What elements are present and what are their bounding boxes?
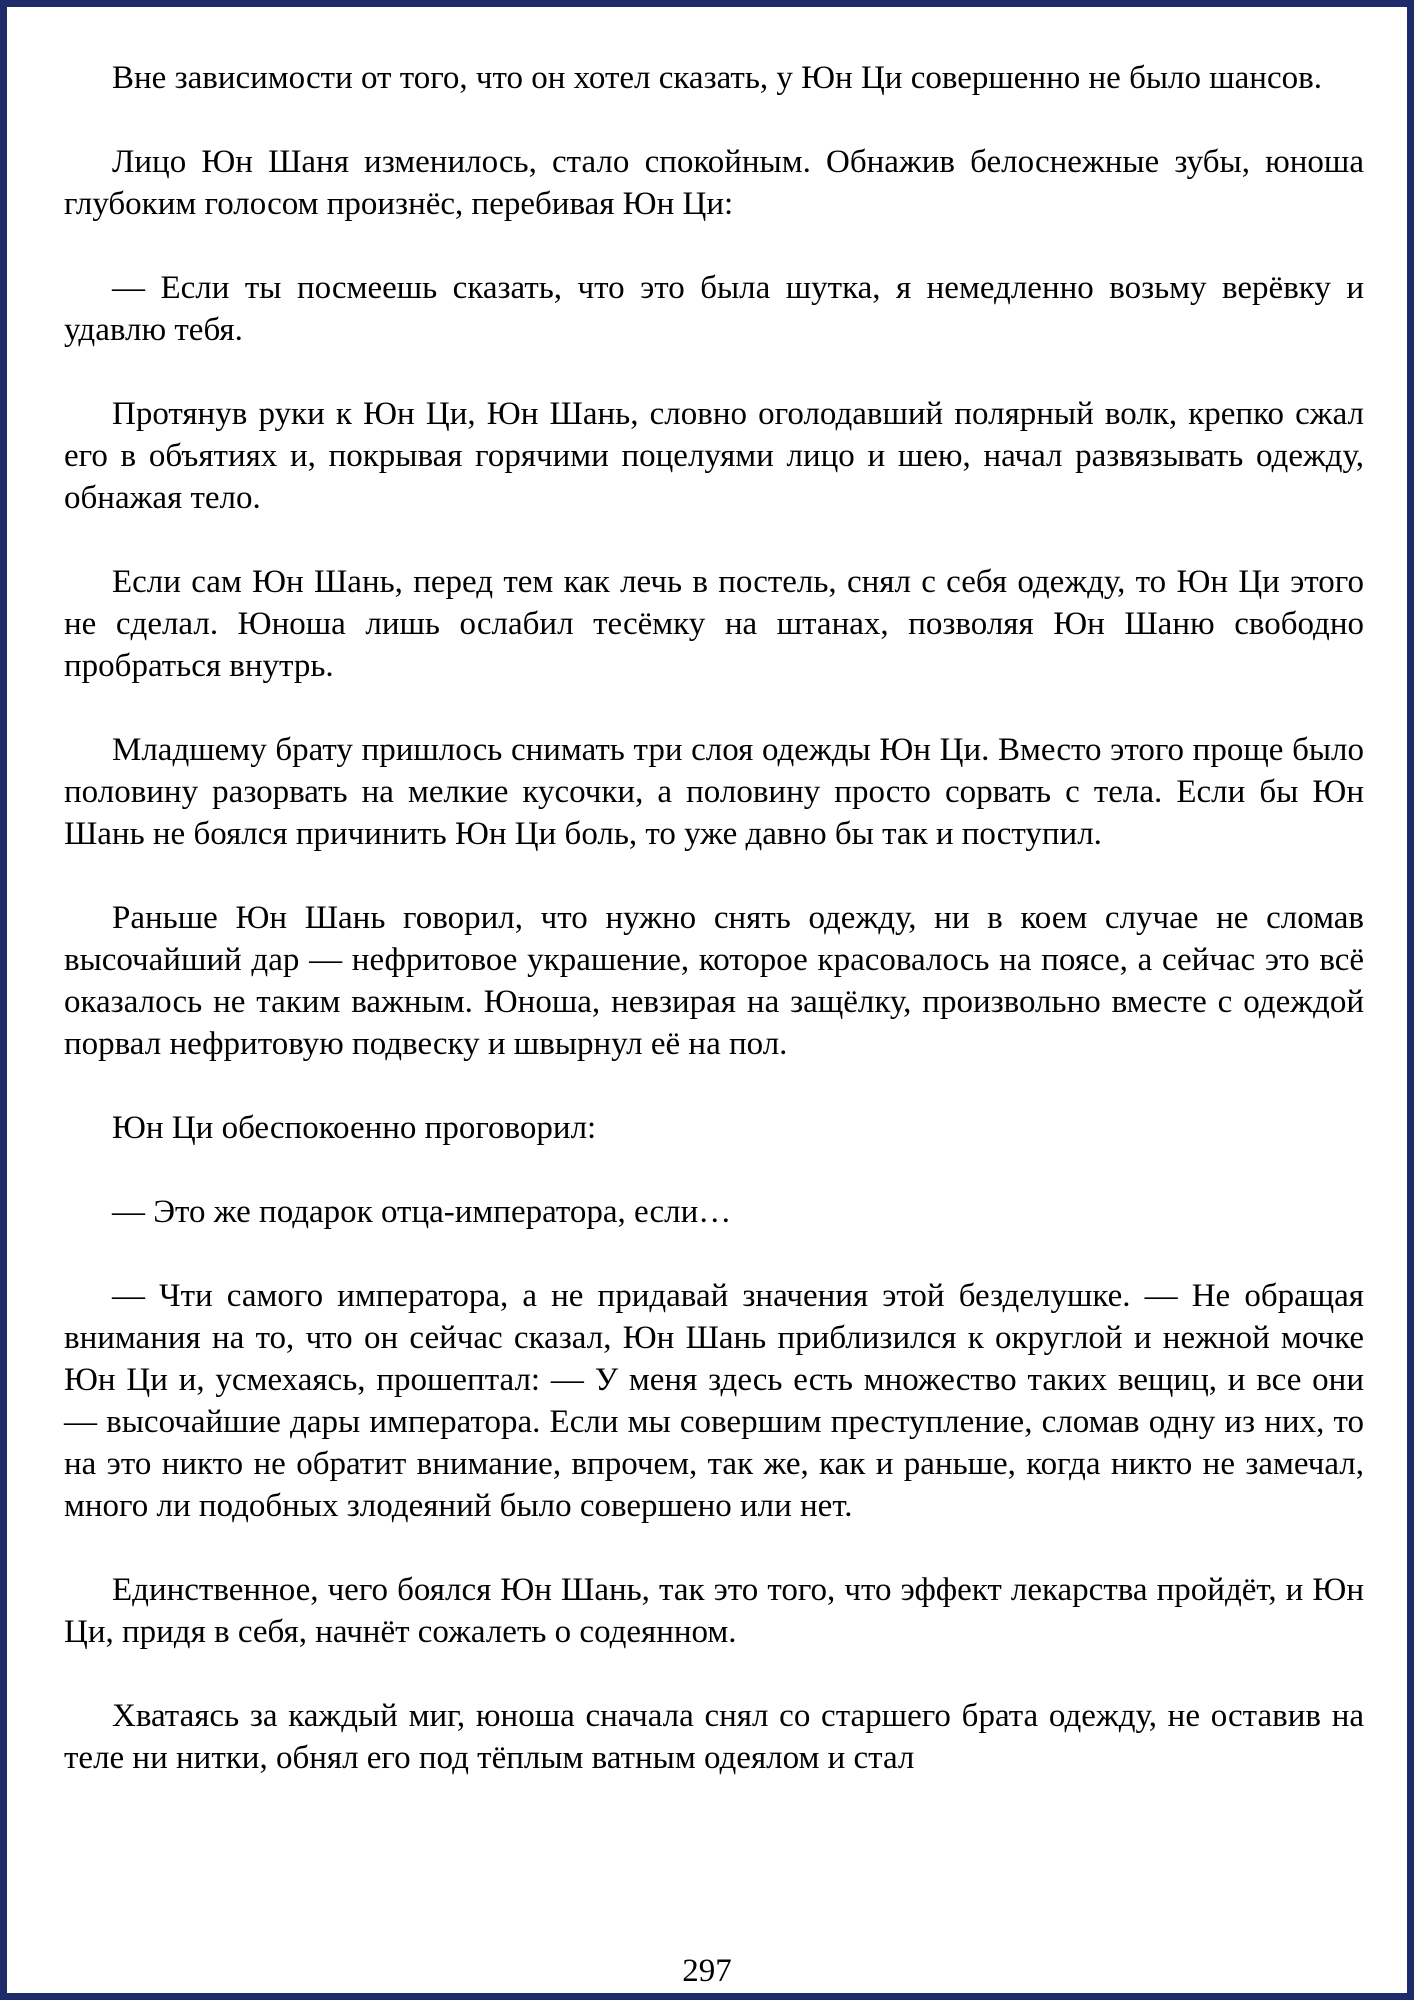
paragraph: — Если ты посмеешь сказать, что это была шутка, я немедленно возьму верёвку и удавлю тебя.: [64, 270, 1364, 348]
paragraph: Младшему брату пришлось снимать три слоя одежды Юн Ци. Вместо этого проще было половину разорвать на мелкие кусочки, а половину просто сорвать с тела. Если бы Юн Шань не боялся причинить Юн Ци боль, то уже давно бы так и поступил.: [64, 732, 1364, 852]
paragraph: Раньше Юн Шань говорил, что нужно снять одежду, ни в коем случае не сломав высочайший дар — нефритовое украшение, которое красовалось на поясе, а сейчас это всё оказалось не таким важным. Юноша, невзирая на защёлку, произвольно вместе с одеждой порвал нефритовую подвеску и швырнул её на пол.: [64, 900, 1364, 1062]
paragraph: — Чти самого императора, а не придавай значения этой безделушке. — Не обращая внимания на то, что он сейчас сказал, Юн Шань приблизился к округлой и нежной мочке Юн Ци и, усмехаясь, прошептал: — У меня здесь есть множество таких вещиц, и все они — высочайшие дары императора. Если мы совершим преступление, сломав одну из них, то на это никто не обратит внимание, впрочем, так же, как и раньше, когда никто не замечал, много ли подобных злодеяний было совершено или нет.: [64, 1278, 1364, 1524]
paragraph: Если сам Юн Шань, перед тем как лечь в постель, снял с себя одежду, то Юн Ци этого не сделал. Юноша лишь ослабил тесёмку на штанах, позволяя Юн Шаню свободно пробраться внутрь.: [64, 564, 1364, 684]
paragraph: Юн Ци обеспокоенно проговорил:: [112, 1110, 597, 1146]
paragraph: Вне зависимости от того, что он хотел сказать, у Юн Ци совершенно не было шансов.: [112, 60, 1322, 96]
text-body: [64, 57, 1364, 1821]
paragraph: Протянув руки к Юн Ци, Юн Шань, словно оголодавший полярный волк, крепко сжал его в объятиях и, покрывая горячими поцелуями лицо и шею, начал развязывать одежду, обнажая тело.: [64, 396, 1364, 516]
paragraph: — Это же подарок отца-императора, если…: [112, 1194, 732, 1230]
paragraph: Лицо Юн Шаня изменилось, стало спокойным. Обнажив белоснежные зубы, юноша глубоким голосом произнёс, перебивая Юн Ци:: [64, 144, 1364, 222]
paragraph: Хватаясь за каждый миг, юноша сначала снял со старшего брата одежду, не оставив на теле ни нитки, обнял его под тёплым ватным одеялом и стал: [64, 1698, 1364, 1776]
paragraph: Единственное, чего боялся Юн Шань, так это того, что эффект лекарства пройдёт, и Юн Ци, придя в себя, начнёт сожалеть о содеянном.: [64, 1572, 1364, 1650]
page-number: 297: [682, 1953, 732, 1989]
